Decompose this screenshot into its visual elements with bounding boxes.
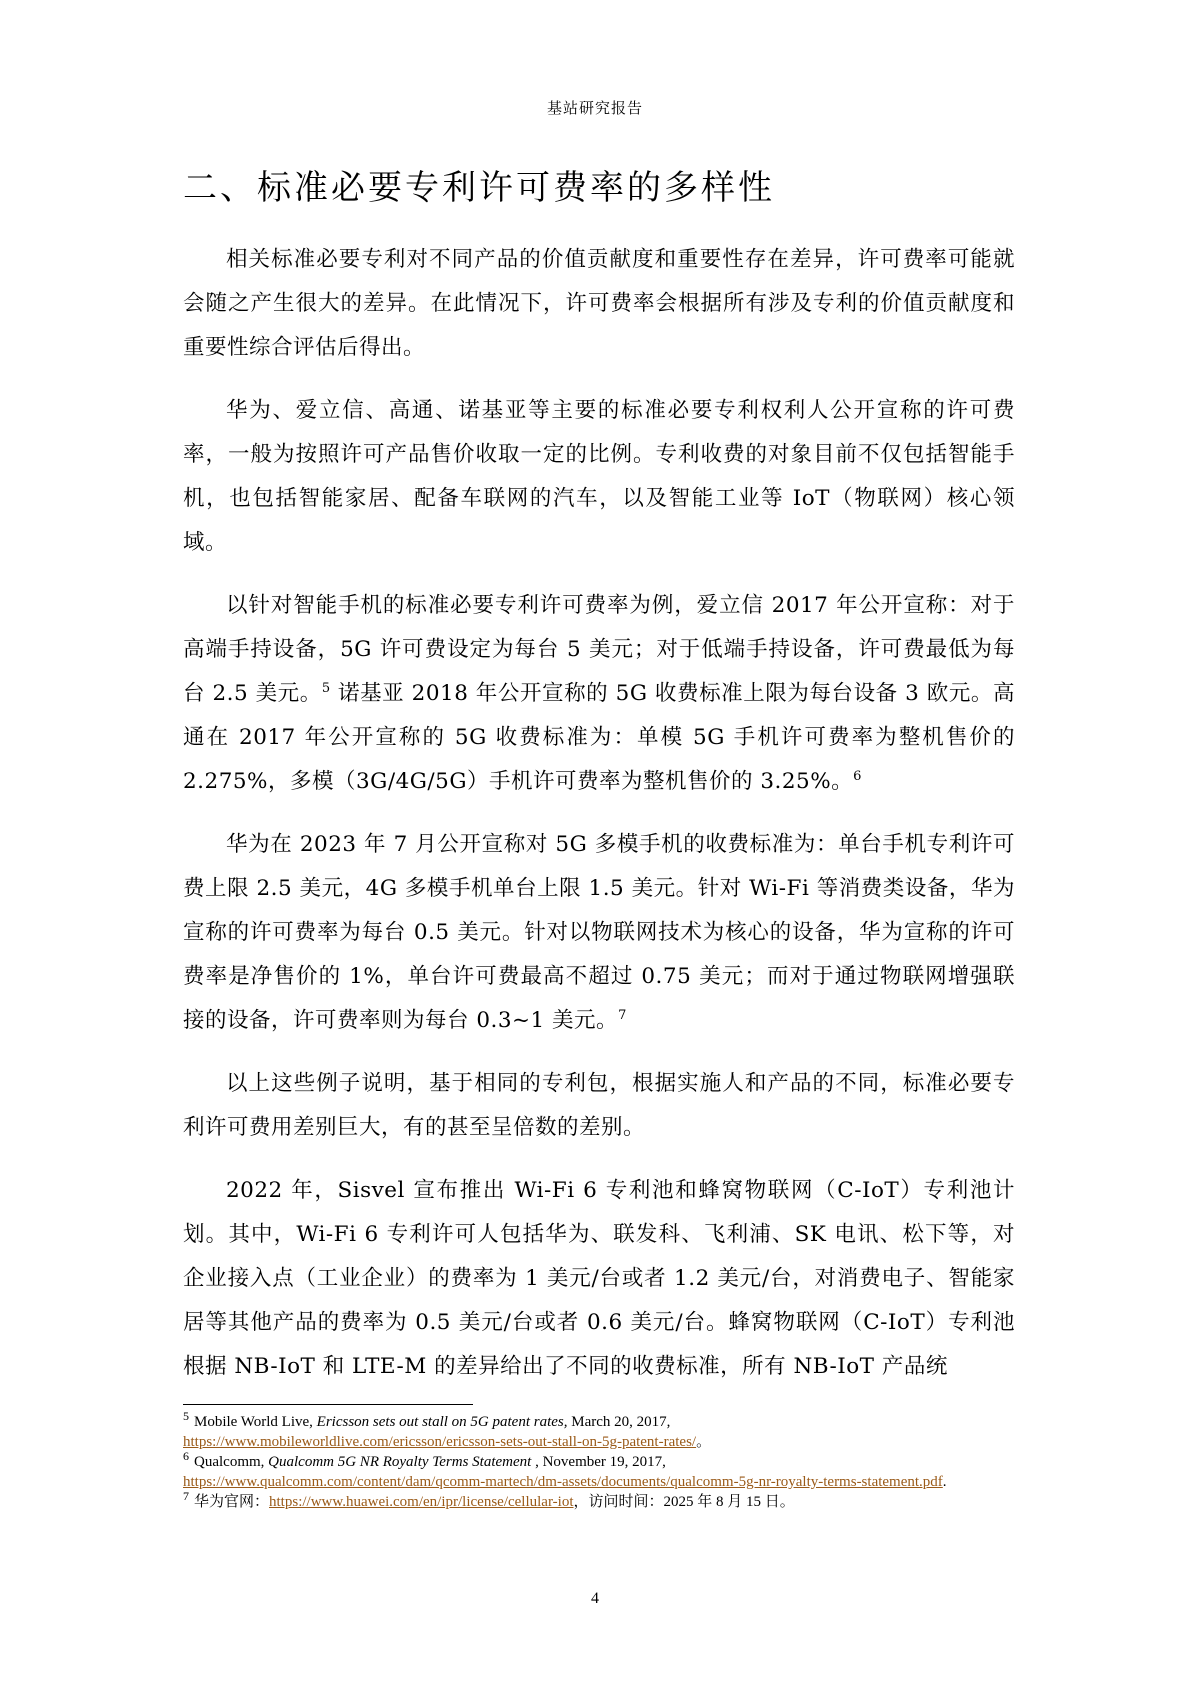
footnote-7: [183, 1489, 1015, 1512]
footnotes: [183, 1409, 1015, 1512]
footnote-source: Mobile World Live,: [194, 1414, 317, 1430]
footnote-article-title: Qualcomm 5G NR Royalty Terms Statement: [268, 1454, 532, 1470]
footnote-suffix: ，访问时间：2025 年 8 月 15 日。: [573, 1494, 795, 1510]
footnote-source: Qualcomm,: [194, 1454, 269, 1470]
paragraph-5: 以上这些例子说明，基于相同的专利包，根据实施人和产品的不同，标准必要专利许可费用差别巨大，有的甚至呈倍数的差别。: [183, 1071, 1015, 1140]
footnote-number: 7: [183, 1489, 189, 1503]
footnote-number: 6: [183, 1449, 189, 1463]
paragraph-2: 华为、爱立信、高通、诺基亚等主要的标准必要专利权利人公开宣称的许可费率，一般为按照许可产品售价收取一定的比例。专利收费的对象目前不仅包括智能手机，也包括智能家居、配备车联网的汽车，以及智能工业等 IoT（物联网）核心领域。: [183, 398, 1015, 555]
footnote-end: .: [942, 1474, 947, 1490]
footnote-6: [183, 1449, 1015, 1492]
paragraph-4: [183, 823, 1015, 1043]
footnote-number: 5: [183, 1409, 189, 1423]
page-number: 4: [591, 1590, 599, 1607]
body-text: [183, 238, 1015, 1408]
footnote-prefix: 华为官网：: [194, 1494, 270, 1510]
paragraph-3-text-a: 以针对智能手机的标准必要专利许可费率为例，爱立信 2017 年公开宣称：对于高端手持设备，5G 许可费设定为每台 5 美元；对于低端手持设备，许可费最低为每台 2.5 美元。: [183, 593, 1015, 706]
footnote-link[interactable]: https://www.mobileworldlive.com/ericsson/ericsson-sets-out-stall-on-5g-patent-rates/: [183, 1434, 697, 1450]
footnote-5: [183, 1409, 1015, 1452]
footnote-link[interactable]: https://www.qualcomm.com/content/dam/qcomm-martech/dm-assets/documents/qualcomm-5g-nr-royalty-terms-statement.pdf: [183, 1474, 943, 1490]
footnote-ref-7[interactable]: 7: [618, 1007, 627, 1023]
footnote-ref-5[interactable]: 5: [321, 680, 331, 696]
footnote-link[interactable]: https://www.huawei.com/en/ipr/license/cellular-iot: [269, 1494, 574, 1510]
footnote-article-title: Ericsson sets out stall on 5G patent rates,: [316, 1414, 568, 1430]
footnote-ref-6[interactable]: 6: [853, 768, 862, 784]
footnote-separator: [183, 1404, 473, 1405]
paragraph-3: [183, 584, 1015, 804]
section-title: 二、标准必要专利许可费率的多样性: [183, 168, 775, 208]
paragraph-1: 相关标准必要专利对不同产品的价值贡献度和重要性存在差异，许可费率可能就会随之产生很大的差异。在此情况下，许可费率会根据所有涉及专利的价值贡献度和重要性综合评估后得出。: [183, 247, 1015, 360]
paragraph-4-text: 华为在 2023 年 7 月公开宣称对 5G 多模手机的收费标准为：单台手机专利许可费上限 2.5 美元，4G 多模手机单台上限 1.5 美元。针对 Wi-Fi 等消费类设备，华为宣称的许可费率为每台 0.5 美元。针对以物联网技术为核心的设备，华为宣称的许可费率是净售价的 1%，单台许可费最高不超过 0.75 美元；而对于通过物联网增强联接的设备，许可费率则为每台 0.3~1 美元。: [183, 832, 1015, 1033]
running-header: 基站研究报告: [546, 99, 643, 117]
paragraph-3-text-b: 诺基亚 2018 年公开宣称的 5G 收费标准上限为每台设备 3 欧元。高通在 2017 年公开宣称的 5G 收费标准为：单模 5G 手机许可费率为整机售价的 2.275%，多模（3G/4G/5G）手机许可费率为整机售价的 3.25%。: [183, 681, 1015, 794]
footnote-date: March 20, 2017,: [567, 1414, 671, 1430]
paragraph-6: 2022 年，Sisvel 宣布推出 Wi-Fi 6 专利池和蜂窝物联网（C-IoT）专利池计划。其中，Wi-Fi 6 专利许可人包括华为、联发科、飞利浦、SK 电讯、松下等，对企业接入点（工业企业）的费率为 1 美元/台或者 1.2 美元/台，对消费电子、智能家居等其他产品的费率为 0.5 美元/台或者 0.6 美元/台。蜂窝物联网（C-IoT）专利池根据 NB-IoT 和 LTE-M 的差异给出了不同的收费标准，所有 NB-IoT 产品统: [183, 1178, 1015, 1379]
footnote-date: , November 19, 2017,: [531, 1454, 666, 1470]
footnote-end: 。: [696, 1434, 712, 1450]
